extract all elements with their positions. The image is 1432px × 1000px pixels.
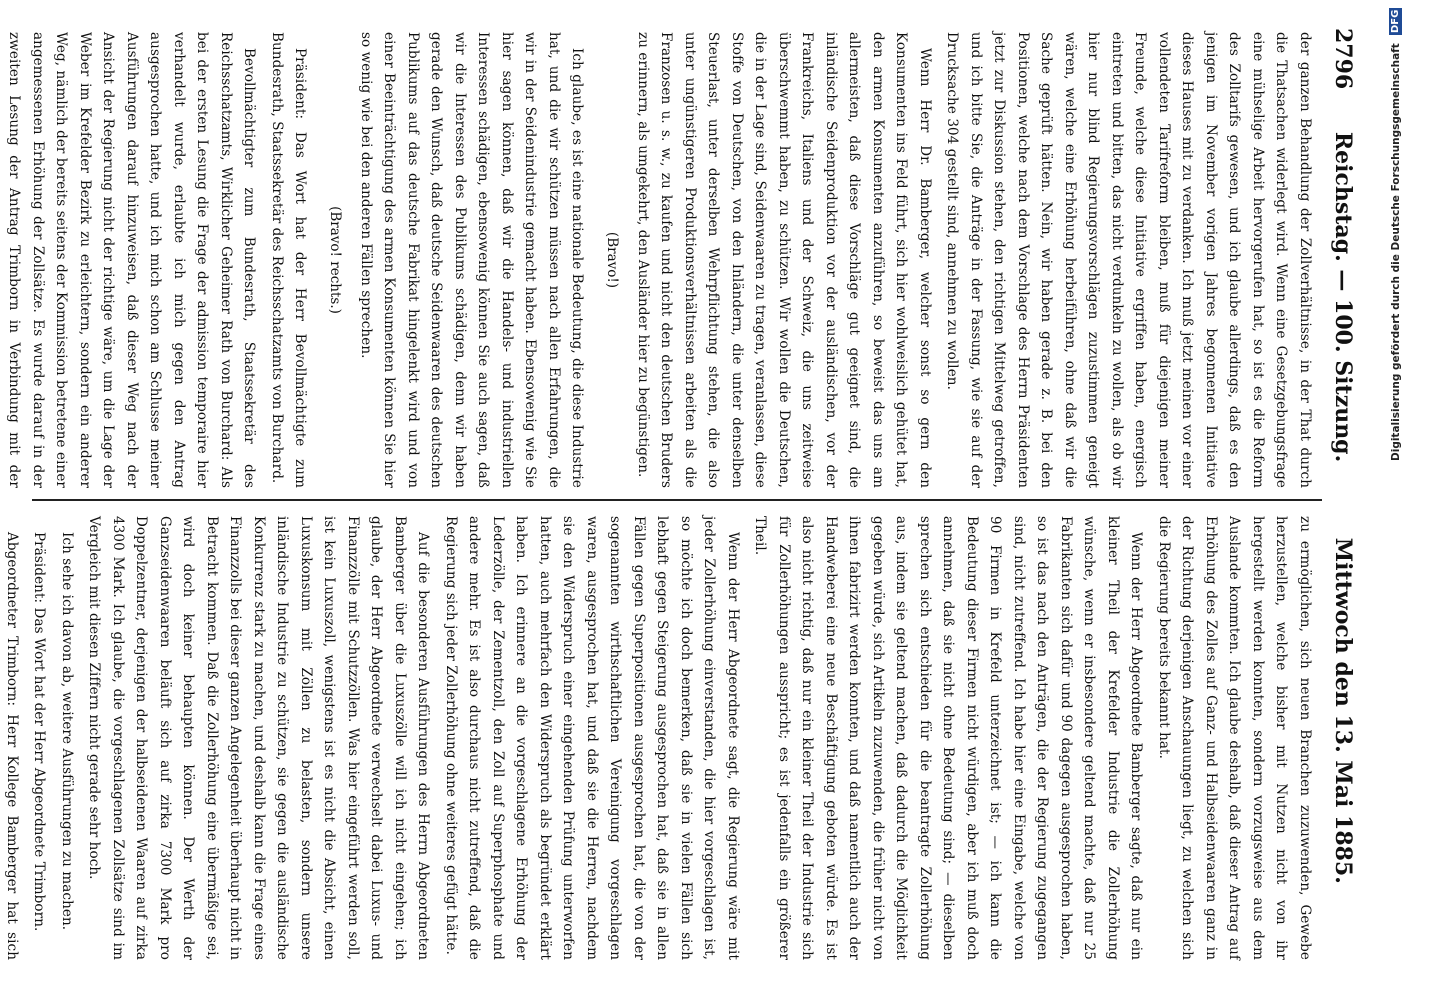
applause-1: (Bravo!) xyxy=(604,231,621,289)
right-paragraph-4: Auf die besonderen Ausführungen des Herrn Abgeordneten Bamberger über die Luxuszölle will ich nicht eingehen; ich glaube, der Herr Abgeordnete verwechselt dabei Luxus- und Finanzzölle mit Schutzzöllen. Was hier eingeführt werden soll, ist kein Luxuszoll, wenigstens ist es nicht die Absicht, einen Luxuskonsum mit Zöllen zu belasten, sondern unsere inländische Industrie zu schützen, sie gegen die ausländische Konkurrenz stark zu machen, und deshalb kann die Frage eines Finanzzolls bei dieser ganzen Angelegenheit überhaupt nicht in Betracht kommen. Daß die Zollerhöhung eine übermäßige sei, wird doch keiner behaupten können. Der Werth der Ganzseidenwaaren beläuft sich auf zirka 7300 Mark pro Doppelzentner, derjenigen der halbseidenen Waaren auf zirka 4300 Mark. Ich glaube, die vorgeschlagenen Zollsätze sind im Vergleich mit diesen Ziffern nicht gerade sehr hoch. xyxy=(86,516,432,960)
left-paragraph-5: Bevollmächtigter zum Bundesrath, Staatssekretär des Reichsschatzamts, Wirklicher Geheimer Rath von Burchard: Als bei der ersten Lesung die Frage der admission temporaire hier verhandelt wurde, erlaubte ich mich gegen den Antrag ausgesprochen hatte, und ich mich schon am Schlusse meiner Ausführungen darauf hinzuweisen, daß dieser Weg nach der Ansicht der Regierung nicht der richtige wäre, um die Lage der Weber im Krefelder Bezirk zu erleichtern, sondern ein anderer Weg, nämlich der bereits seitens der Kommission betretene einer angemessenen Erhöhung der Zollsätze. Es wurde darauf in der zweiten Lesung der Antrag Trimborn in Verbindung mit der xyxy=(6,32,258,488)
right-column xyxy=(4,500,1322,972)
dfg-logo: DFG xyxy=(1390,10,1401,34)
right-paragraph-5: Ich sehe ich davon ab, weitere Ausführungen zu machen. xyxy=(59,532,75,931)
applause-2: (Bravo! rechts.) xyxy=(327,206,344,314)
right-paragraph-3: Wenn der Herr Abgeordnete sagt, die Regierung wäre mit jeder Zollerhöhung einverstanden, die hier vorgeschlagen ist, so möchte ich doch bemerken, daß sie in vielen Fällen sich lebhaft gegen Steigerung ausgesprochen hat, daß sie in allen Fällen gegen Superpositionen ausgesprochen hat, die von der sogenannten wirthschaftlichen Vereinigung vorgeschlagen waren, ausgesprochen hat, und daß sie die Herren, nachdem sie den Widerspruch einer eingehenden Prüfung unterworfen hatten, auch mehrfach den Widerspruch als begründet erklärt haben. Ich erinnere an die vorgeschlagene Erhöhung der Lederzölle, der Zementzoll, den Zoll auf Superphosphate und andere mehr. Es ist also durchaus nicht zutreffend, daß die Regierung sich jeder Zollerhöhung ohne weiteres gefügt hätte. xyxy=(443,516,741,960)
left-paragraph-3: Ich glaube, es ist eine nationale Bedeutung, die diese Industrie hat, und die wir schützen müssen nach allen Erfahrungen, die wir in der Seidenindustrie gemacht haben. Ebensowenig wie Sie hier sagen können, daß wir die Handels- und industriellen Interessen schädigen, ebensowenig können Sie auch sagen, daß wir die Interessen des Publikums schädigen, denn wir haben gerade den Wunsch, daß deutsche Seidenwaaren des deutschen Publikums auf das deutsche Fabrikat hingelenkt wird und von einer Beeinträchtigung des armen Konsumenten können Sie hier so wenig wie bei den anderen Fällen sprechen. xyxy=(358,32,586,488)
right-paragraph-1: zu ermöglichen, sich neuen Branchen zuzuwenden, Gewebe herzustellen, welche bisher mit Nutzen nicht von ihr hergestellt werden konnten, sondern vorzugsweise aus dem Auslande kommten. Ich glaube deshalb, daß dieser Antrag auf Erhöhung des Zolles auf Ganz- und Halbseidenwaaren ganz in der Richtung derjenigen Anschauungen liegt, zu welchen sich die Regierung bereits bekannt hat. xyxy=(1156,516,1313,960)
date-line: Mittwoch den 13. Mai 1885. xyxy=(1330,537,1356,884)
columns xyxy=(4,28,1322,972)
left-column xyxy=(6,28,1322,500)
watermark-text: Digitalisierung gefördert durch die Deutsche Forschungsgemeinschaft xyxy=(1390,43,1402,461)
page-number: 2796 xyxy=(1330,28,1356,90)
page-header xyxy=(1322,28,1356,972)
right-paragraph-2: Wenn der Herr Abgeordnete Bamberger sagte, daß nur ein kleiner Theil der Krefelder Industrie die Zollerhöhung wünsche, wenn er insbesondere geltend machte, daß nur 25 Fabrikanten sich dafür und 90 dagegen ausgesprochen haben, so ist das nach den Anträgen, die der Regierung zugegangen sind, nicht zutreffend. Ich habe hier eine Eingabe, welche von 90 Firmen in Krefeld unterzeichnet ist; — ich kann die Bedeutung dieser Firmen nicht würdigen, aber ich muß doch annehmen, daß sie nicht ohne Bedeutung sind; — dieselben sprechen sich entschieden für die beantragte Zollerhöhung aus, indem sie geltend machen, daß dadurch die Möglichkeit gegeben würde, sich Artikeln zuzuwenden, die früher nicht von ihnen fabrizirt werden konnten, und daß namentlich auch der Handweberei eine neue Beschäftigung geboten würde. Es ist also nicht richtig, daß nur ein kleiner Theil der Industrie sich für Zollerhöhungen ausspricht; es ist jedenfalls ein größerer Theil. xyxy=(752,516,1145,960)
watermark-strip xyxy=(1380,0,1432,1000)
left-paragraph-4: Präsident: Das Wort hat der Herr Bevollmächtigte zum Bundesrath, Staatssekretär des Reichsschatzamts von Burchard. xyxy=(269,32,309,488)
header-left xyxy=(1330,28,1356,462)
dfg-watermark xyxy=(1389,8,1402,988)
right-paragraph-7: Abgeordneter Trimborn: Herr Kollege Bamberger hat sich xyxy=(4,532,20,960)
right-paragraph-6: Präsident: Das Wort hat der Herr Abgeordnete Trimborn. xyxy=(31,532,48,932)
left-paragraph-1: der ganzen Behandlung der Zollverhältnisse, in der That durch die Thatsachen widerlegt wird. Wenn eine Gesetzgebungsfrage eine mühselige Arbeit hervorgerufen hat, so ist es die Reform des Zolltarifs gewesen, und ich glaube allerdings, daß es den jenigen im November vorigen Jahres begonnenen Initiative dieses Hauses mit zu verdanken. Ich muß jetzt meinen vor einer vollendeten Tarifreform bleiben, muß für diejenigen meiner Freunde, welche diese Initiative ergriffen haben, energisch eintreten und bitten, das nicht verdunkeln zu wollen, als ob wir hier nur blind Regierungsvorschlägen zuzustimmen geneigt wären, welche eine Erhöhung herbeiführen, ohne daß wir die Sache geprüft hätten. Nein, wir haben gerade z. B. bei den Positionen, welche nach dem Vorschlage des Herrn Präsidenten jetzt zur Diskussion stehen, den richtigen Mittelweg getroffen, und ich bitte Sie, die Anträge in der Fassung, wie sie auf der Drucksache 304 gestellt sind, annehmen zu wollen. xyxy=(944,32,1313,488)
column-divider xyxy=(32,499,1322,501)
left-paragraph-2: Wenn Herr Dr. Bamberger, welcher sonst so gern den Konsumenten ins Feld führt, sich hier wohlweislich gehütet hat, den armen Konsumenten anzuführen, so beweist das uns am allermeisten, daß diese Vorschläge gut geeignet sind, die inländische Seidenproduktion vor der ausländischen, vor der Frankreichs, Italiens und der Schweiz, die uns zeitweise überschwemmt haben, zu schützen. Wir wollen die Deutschen, die in der Lage sind, Seidenwaaren zu tragen, veranlassen, diese Stoffe von Deutschen, von den Inländern, die unter denselben Steuerlast, unter derselben Wehrpflichtung stehen, die also unter ungünstigeren Produktionsverhältnissen arbeiten als die Franzosen u. s. w., zu kaufen und nicht den deutschen Bruders zu erinnern, als umgekehrt, den Ausländer hier zu begünstigen. xyxy=(635,32,933,488)
session-title: Reichstag. — 100. Sitzung. xyxy=(1330,131,1356,463)
